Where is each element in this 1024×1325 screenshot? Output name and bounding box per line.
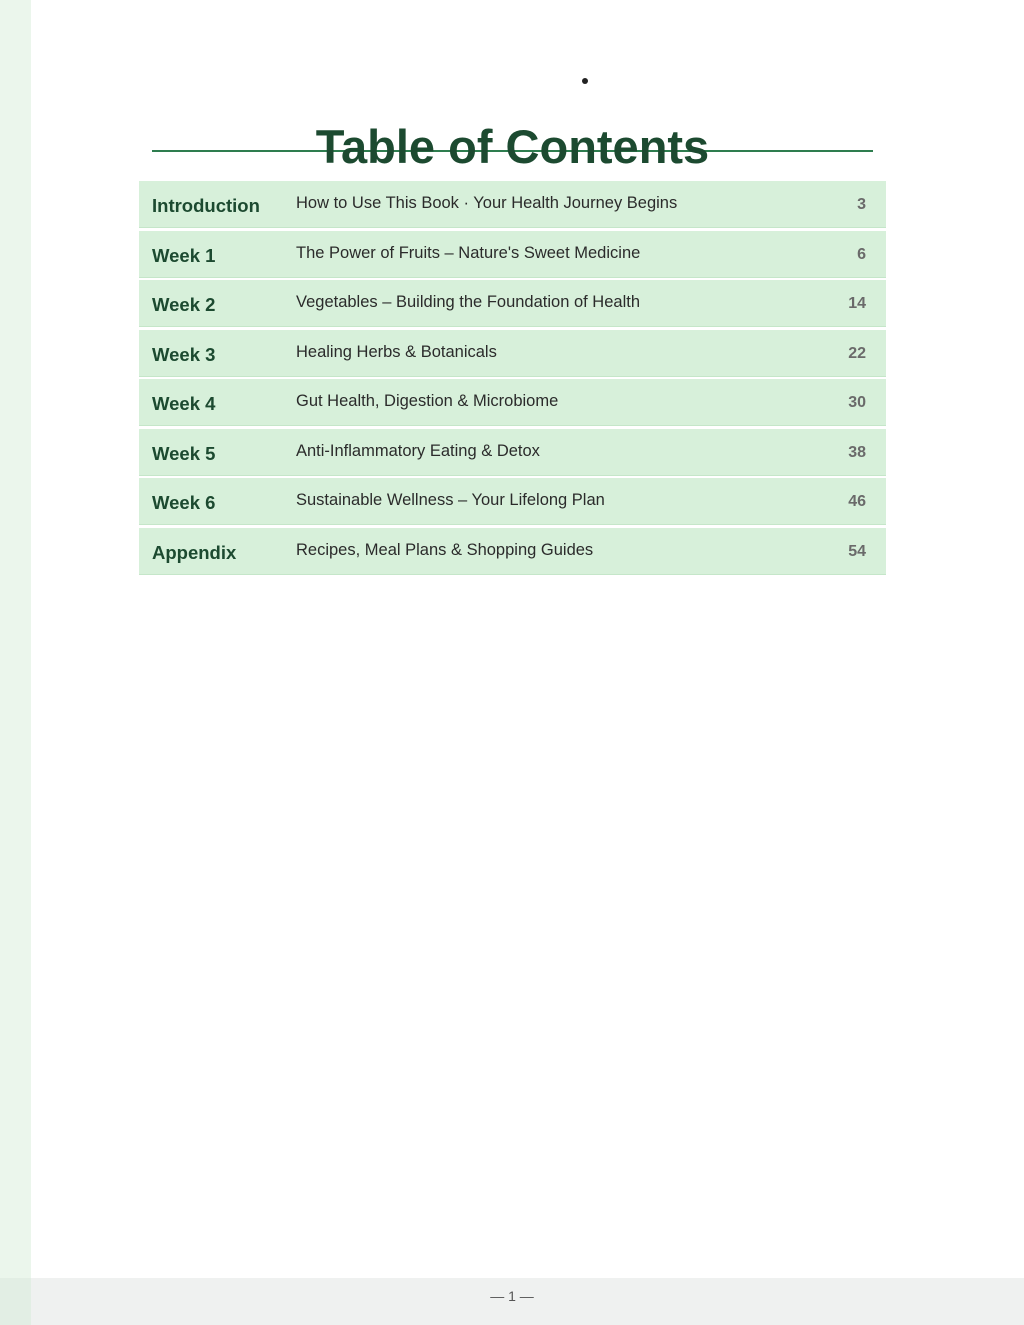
page-footer	[0, 1278, 1024, 1325]
toc-page-number: 6	[857, 245, 866, 263]
toc-page-number: 14	[848, 295, 866, 312]
toc-page-number: 54	[848, 542, 866, 560]
toc-section-label: Week 5	[152, 442, 216, 464]
toc-row-introduction[interactable]	[139, 181, 886, 228]
toc-description: Recipes, Meal Plans & Shopping Guides	[296, 540, 594, 559]
toc-row-week-5[interactable]	[139, 429, 886, 476]
toc-description: Gut Health, Digestion & Microbiome	[296, 392, 559, 410]
toc-section-label: Week 1	[152, 244, 216, 266]
toc-description: The Power of Fruits – Nature's Sweet Medicine	[296, 243, 641, 262]
toc-table	[139, 181, 886, 577]
toc-page-number: 22	[848, 344, 866, 362]
toc-row-week-4[interactable]	[139, 379, 886, 426]
toc-page-number: 30	[848, 394, 866, 411]
toc-description: Healing Herbs & Botanicals	[296, 342, 497, 361]
toc-description: Sustainable Wellness – Your Lifelong Plan	[296, 491, 605, 509]
toc-description: Anti-Inflammatory Eating & Detox	[296, 441, 540, 460]
toc-section-label: Week 3	[152, 343, 216, 365]
toc-section-label: Appendix	[152, 541, 237, 563]
toc-page-number: 38	[848, 443, 866, 461]
toc-section-label: Week 6	[152, 492, 216, 513]
toc-row-week-6[interactable]	[139, 478, 886, 525]
toc-row-week-3[interactable]	[139, 330, 886, 377]
toc-row-week-2[interactable]	[139, 280, 886, 327]
page-number: — 1 —	[490, 1288, 534, 1304]
toc-section-label: Introduction	[152, 195, 260, 216]
toc-page-number: 3	[857, 196, 866, 213]
toc-section-label: Week 4	[152, 393, 216, 414]
toc-section-label: Week 2	[152, 294, 216, 315]
decorative-dot	[582, 78, 588, 84]
toc-description: Vegetables – Building the Foundation of Health	[296, 293, 641, 311]
page-title: Table of Contents	[315, 120, 710, 173]
toc-description: How to Use This Book · Your Health Journey Begins	[296, 194, 678, 212]
toc-row-appendix[interactable]	[139, 528, 886, 575]
toc-page-number: 46	[848, 493, 866, 510]
left-margin-strip	[0, 0, 31, 1325]
toc-row-week-1[interactable]	[139, 231, 886, 278]
